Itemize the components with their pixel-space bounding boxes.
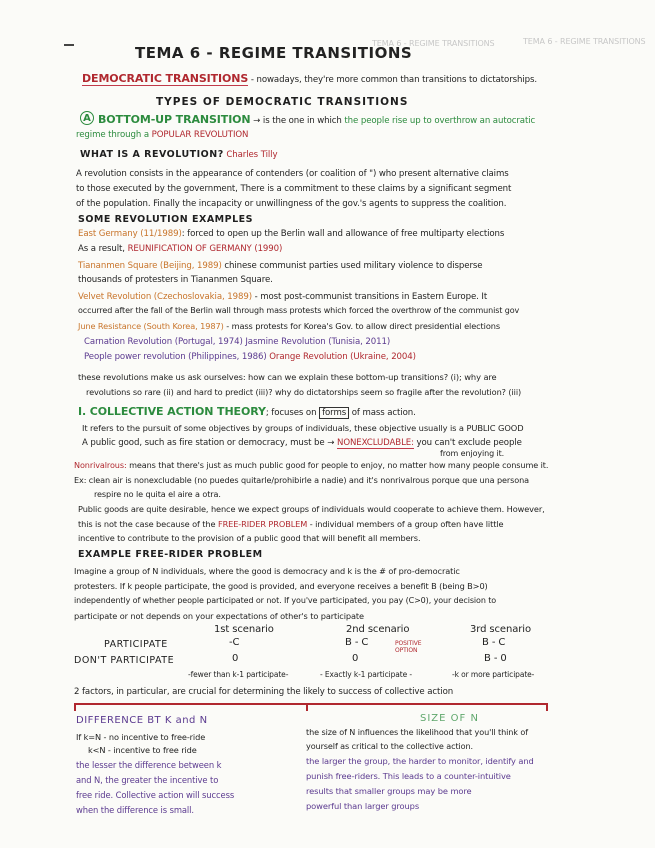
example-clean-air: Ex: clean air is nonexcludable (no puedes quitarle/prohibirle a nadie) and it's nonrivalrous porque que una persona: [74, 475, 529, 485]
example-clean-air-2: respire no le quita el aire a otra.: [94, 489, 221, 499]
example-line-7: [78, 322, 500, 330]
section-a-arrow-text: → is the one in which: [250, 116, 342, 126]
example-2-title: As a result,: [78, 244, 128, 254]
size-line-4: punish free-riders. This leads to a counter-intuitive: [306, 771, 511, 781]
example-line-1: [78, 230, 504, 239]
section-a-line: [98, 114, 535, 126]
types-heading: TYPES OF DEMOCRATIC TRANSITIONS: [156, 96, 409, 108]
payoff-dont-1: 0: [232, 653, 239, 664]
collective-heading: I. COLLECTIVE ACTION THEORY: [78, 405, 266, 418]
example-line-4: thousands of protesters in Tiananmen Square.: [78, 275, 273, 285]
bracket-line: [74, 703, 548, 705]
bracket-right-tick: [546, 703, 548, 711]
collective-rest: ; focuses on: [265, 408, 320, 418]
example-1-text: : forced to open up the Berlin wall and allowance of free multiparty elections: [181, 229, 505, 239]
example-line-6: occurred after the fall of the Berlin wall through mass protests which forced the overthrow of the communist gov: [78, 306, 520, 315]
positive-option-note: POSITIVE OPTION: [395, 640, 422, 654]
difference-line-3: the lesser the difference between k: [76, 760, 222, 770]
public-goods-para-1: Public goods are quite desirable, hence we expect groups of individuals would cooperate to achieve them. However,: [78, 504, 545, 514]
revolution-def-3: of the population. Finally the incapacity or unwillingness of the gov.'s agents to suppress the coalition.: [76, 199, 507, 209]
revolution-question-line: [80, 150, 277, 160]
public-goods-para-2a: this is not the case because of the: [78, 519, 218, 529]
question-author: Charles Tilly: [223, 150, 278, 160]
revolution-question: WHAT IS A REVOLUTION?: [80, 149, 224, 160]
bracket-left-tick: [74, 703, 76, 711]
scenario-1-header: 1st scenario: [214, 624, 274, 635]
collective-line-1: It refers to the pursuit of some objectives by groups of individuals, these objective usually is a PUBLIC GOOD: [82, 423, 524, 433]
collective-rest2: of mass action.: [349, 408, 416, 418]
free-rider-problem-label: FREE-RIDER PROBLEM: [217, 519, 308, 529]
examples-question-2: revolutions so rare (ii) and hard to predict (iii)? why do dictatorships seem so fragile after the revolution? (iii): [86, 387, 522, 397]
revolution-def-1: A revolution consists in the appearance of contenders (or coalition of ") who present alternative claims: [76, 169, 509, 179]
payoff-dont-3: B - 0: [484, 653, 507, 664]
bracket-mid-tick: [306, 703, 308, 711]
difference-line-4: and N, the greater the incentive to: [76, 775, 219, 785]
difference-line-5: free ride. Collective action will success: [76, 790, 235, 800]
bleed-through-text-2: TEMA 6 - REGIME TRANSITIONS: [523, 37, 646, 46]
example-5-text: - most post-communist transitions in Eastern Europe. It: [251, 292, 488, 302]
size-line-1: the size of N influences the likelihood that you'll think of: [306, 727, 528, 737]
example-3-text: chinese communist parties used military violence to disperse: [221, 261, 483, 271]
collective-line-2: A public good, such as fire station or democracy, must be → NONEXCLUDABLE: you can't exclude people: [82, 438, 522, 448]
example-5-title: Velvet Revolution (Czechoslovakia, 1989): [78, 292, 252, 302]
hole-punch-mark: [64, 44, 74, 46]
public-goods-para-2: [78, 520, 503, 528]
page-title: TEMA 6 - REGIME TRANSITIONS: [135, 44, 413, 62]
example-7-title: June Resistance (South Korea, 1987): [78, 321, 224, 331]
payoff-participate-1: -C: [229, 637, 240, 648]
collective-heading-line: [78, 406, 416, 418]
scenario-1-footer: -fewer than k-1 participate-: [188, 670, 289, 679]
intro-line: [82, 73, 537, 85]
example-line-2: [78, 245, 282, 254]
size-line-6: powerful than larger groups: [306, 801, 420, 811]
size-of-n-heading: SIZE OF N: [420, 713, 479, 724]
nonexcludable-def-2: from enjoying it.: [440, 449, 505, 458]
factors-line: 2 factors, in particular, are crucial for determining the likely to success of collective action: [74, 687, 454, 697]
example-3-title: Tiananmen Square (Beijing, 1989): [78, 261, 222, 271]
example-1-title: East Germany (11/1989): [78, 229, 182, 239]
example-8-text: Jasmine Revolution (Tunisia, 2011): [242, 337, 391, 347]
payoff-participate-3: B - C: [482, 637, 506, 648]
size-line-2: yourself as critical to the collective action.: [306, 741, 474, 751]
scenario-3-footer: -k or more participate-: [452, 670, 535, 679]
free-rider-line-3: independently of whether people participated or not. If you've participated, you pay (C>0), your decision to: [74, 596, 497, 605]
payoff-dont-2: 0: [352, 653, 359, 664]
bleed-through-text: TEMA 6 - REGIME TRANSITIONS: [372, 39, 495, 48]
bottom-up-heading: BOTTOM-UP TRANSITION: [98, 113, 251, 126]
difference-line-6: when the difference is small.: [76, 805, 194, 815]
payoff-participate-2: B - C: [345, 637, 369, 648]
intro-rest: - nowadays, they're more common than transitions to dictatorships.: [248, 75, 538, 85]
example-9-title: People power revolution (Philippines, 1986): [84, 352, 267, 362]
forms-boxed: forms: [319, 407, 349, 419]
participate-label: PARTICIPATE: [104, 639, 168, 650]
example-line-8: [84, 338, 390, 347]
example-line-3: [78, 262, 482, 271]
free-rider-line-4: participate or not depends on your expectations of other's to participate: [74, 611, 364, 621]
size-line-5: results that smaller groups may be more: [306, 786, 472, 796]
democratic-transitions-heading: DEMOCRATIC TRANSITIONS: [82, 72, 249, 85]
public-goods-para-3: incentive to contribute to the provision of a public good that will benefit all members.: [78, 533, 421, 543]
nonrival-def: means that there's just as much public good for people to enjoy, no matter how many people consume it.: [126, 460, 549, 470]
difference-line-2: k<N - incentive to free ride: [88, 745, 197, 755]
size-line-3: the larger the group, the harder to monitor, identify and: [306, 756, 534, 766]
example-line-5: [78, 293, 487, 302]
free-rider-line-2: protesters. If k people participate, the good is provided, and everyone receives a benefit B (being B>0): [74, 581, 488, 591]
scenario-2-footer: - Exactly k-1 participate -: [320, 670, 413, 679]
nonrival-line: [74, 461, 548, 469]
examples-question-1: these revolutions make us ask ourselves: how can we explain these bottom-up transitions? (i); why are: [78, 372, 497, 382]
popular-revolution: POPULAR REVOLUTION: [151, 130, 249, 140]
example-7-text: - mass protests for Korea's Gov. to allow direct presidential elections: [223, 321, 501, 331]
example-8-title: Carnation Revolution (Portugal, 1974): [84, 337, 243, 347]
section-a-marker: A: [80, 111, 94, 125]
section-a-line2a: regime through a: [76, 130, 152, 140]
revolution-def-2: to those executed by the government, There is a commitment to these claims by a significant segment: [76, 184, 512, 194]
section-a-line2: [76, 131, 248, 140]
scenario-3-header: 3rd scenario: [470, 624, 531, 635]
nonrival-label: Nonrivalrous:: [74, 460, 127, 470]
dont-participate-label: DON'T PARTICIPATE: [74, 655, 175, 666]
free-rider-rest: - individual members of a group often have little: [307, 519, 504, 529]
free-rider-line-1: Imagine a group of N individuals, where the good is democracy and k is the # of pro-democratic: [74, 566, 460, 576]
example-2-text: REUNIFICATION OF GERMANY (1990): [127, 244, 283, 254]
nonexcludable-def: you can't exclude people: [413, 438, 522, 448]
free-rider-heading: EXAMPLE FREE-RIDER PROBLEM: [78, 549, 263, 560]
example-9-text: Orange Revolution (Ukraine, 2004): [266, 352, 416, 362]
nonexcludable-label: NONEXCLUDABLE:: [336, 438, 414, 448]
difference-line-1: If k=N - no incentive to free-ride: [76, 732, 206, 742]
scenario-2-header: 2nd scenario: [346, 624, 410, 635]
examples-heading: SOME REVOLUTION EXAMPLES: [78, 214, 253, 225]
difference-heading: DIFFERENCE BT K and N: [76, 715, 208, 726]
public-good-text: A public good, such as fire station or democracy, must be: [82, 438, 325, 448]
example-line-9: [84, 353, 416, 362]
section-a-green-text: the people rise up to overthrow an autocratic: [341, 116, 536, 126]
